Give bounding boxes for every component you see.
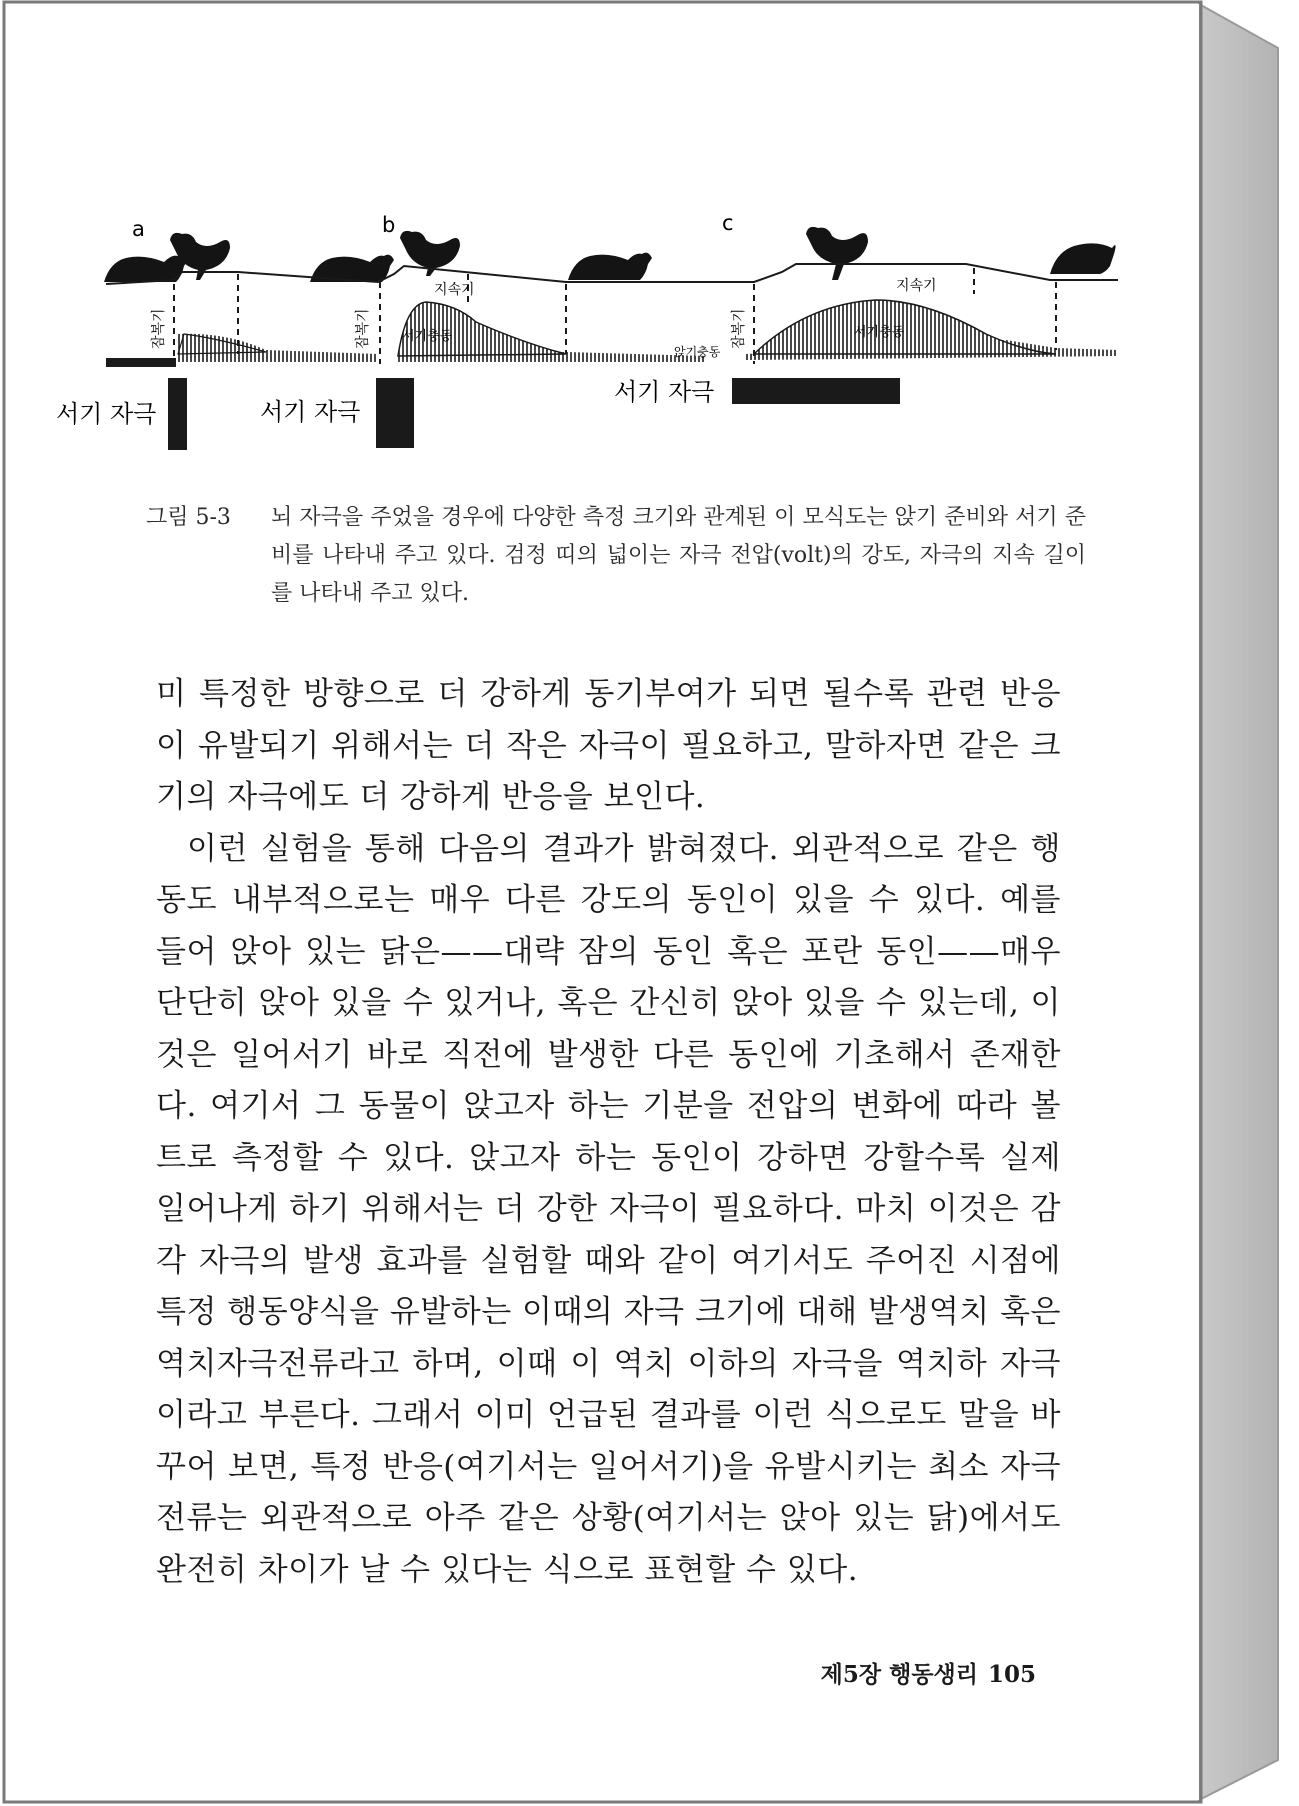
stimulus-bar-b [376, 378, 414, 448]
stimulus-bar-a [168, 378, 187, 450]
body-text [156, 669, 1061, 1596]
figure-caption-text: 뇌 자극을 주었을 경우에 다양한 측정 크기와 관계된 이 모식도는 앉기 준비와 서기 준비를 나타내 주고 있다. 검정 띠의 넓이는 자극 전압(volt)의 강도, 자극의 지속 길이를 나타내 주고 있다. [271, 505, 1086, 606]
page-number: 105 [987, 1661, 1036, 1688]
hen-sitting-icons [104, 243, 1116, 282]
standing-prep-label-b: 서기충동 [402, 329, 453, 344]
latency-label-a: 잠복기 [151, 308, 167, 349]
stimulus-label-b: 서기 자극 [260, 398, 361, 426]
duration-label-b: 지속기 [434, 282, 475, 298]
hen-standing-icons [170, 227, 868, 280]
panel-label-a: a [132, 217, 145, 241]
hen-sitting-4 [1050, 243, 1116, 274]
latency-label-c: 잠복기 [731, 308, 747, 349]
paragraph-1: 미 특정한 방향으로 더 강하게 동기부여가 되면 될수록 관련 반응이 유발되기 위해서는 더 작은 자극이 필요하고, 말하자면 같은 크기의 자극에도 더 강하게 반응을 보인다. [156, 676, 1061, 815]
figure-caption [146, 499, 1086, 613]
hen-standing-3 [806, 227, 868, 280]
sitting-prep-label: 앉기충동 [674, 345, 721, 359]
book-page [6, 4, 1199, 1800]
panel-label-b: b [382, 213, 396, 237]
chapter-title: 제5장 행동생리 [820, 1661, 978, 1688]
standing-hump-c [754, 300, 1056, 354]
standing-prep-label-c: 서기충동 [854, 325, 905, 340]
stimulus-bar-c [732, 378, 900, 404]
page-footer [806, 1656, 1036, 1689]
figure-number: 그림 5-3 [146, 505, 231, 530]
latency-label-b: 잠복기 [355, 308, 371, 349]
stimulus-label-c: 서기 자극 [614, 378, 715, 406]
paragraph-2: 이런 실험을 통해 다음의 결과가 밝혀졌다. 외관적으로 같은 행동도 내부적으로는 매우 다른 강도의 동인이 있을 수 있다. 예를 들어 앉아 있는 닭은——대략 잠의 동인 혹은 포란 동인——매우 단단히 앉아 있을 수 있거나, 혹은 간신히 앉아 있을 수 있는데, 이것은 일어서기 바로 직전에 발생한 다른 동인에 기초해서 존재한다. 여기서 그 동물이 앉고자 하는 기분을 전압의 변화에 따라 볼트로 측정할 수 있다. 앉고자 하는 동인이 강하면 강할수록 실제 일어나게 하기 위해서는 더 강한 자극이 필요하다. 마치 이것은 감각 자극의 발생 효과를 실험할 때와 같이 여기서도 주어진 시점에 특정 행동양식을 유발하는 이때의 자극 크기에 대해 발생역치 혹은 역치자극전류라고 하며, 이때 이 역치 이하의 자극을 역치하 자극이라고 부른다. 그래서 이미 언급된 결과를 이런 식으로도 말을 바꾸어 보면, 특정 반응(여기서는 일어서기)을 유발시키는 최소 자극전류는 외관적으로 아주 같은 상황(여기서는 앉아 있는 닭)에서도 완전히 차이가 날 수 있다는 식으로 표현할 수 있다. [156, 830, 1061, 1588]
stimulus-label-a: 서기 자극 [56, 400, 157, 428]
figure-5-3 [6, 4, 1199, 474]
hen-sitting-3 [568, 253, 652, 280]
duration-label-c: 지속기 [896, 278, 937, 294]
panel-label-c: c [722, 211, 734, 235]
